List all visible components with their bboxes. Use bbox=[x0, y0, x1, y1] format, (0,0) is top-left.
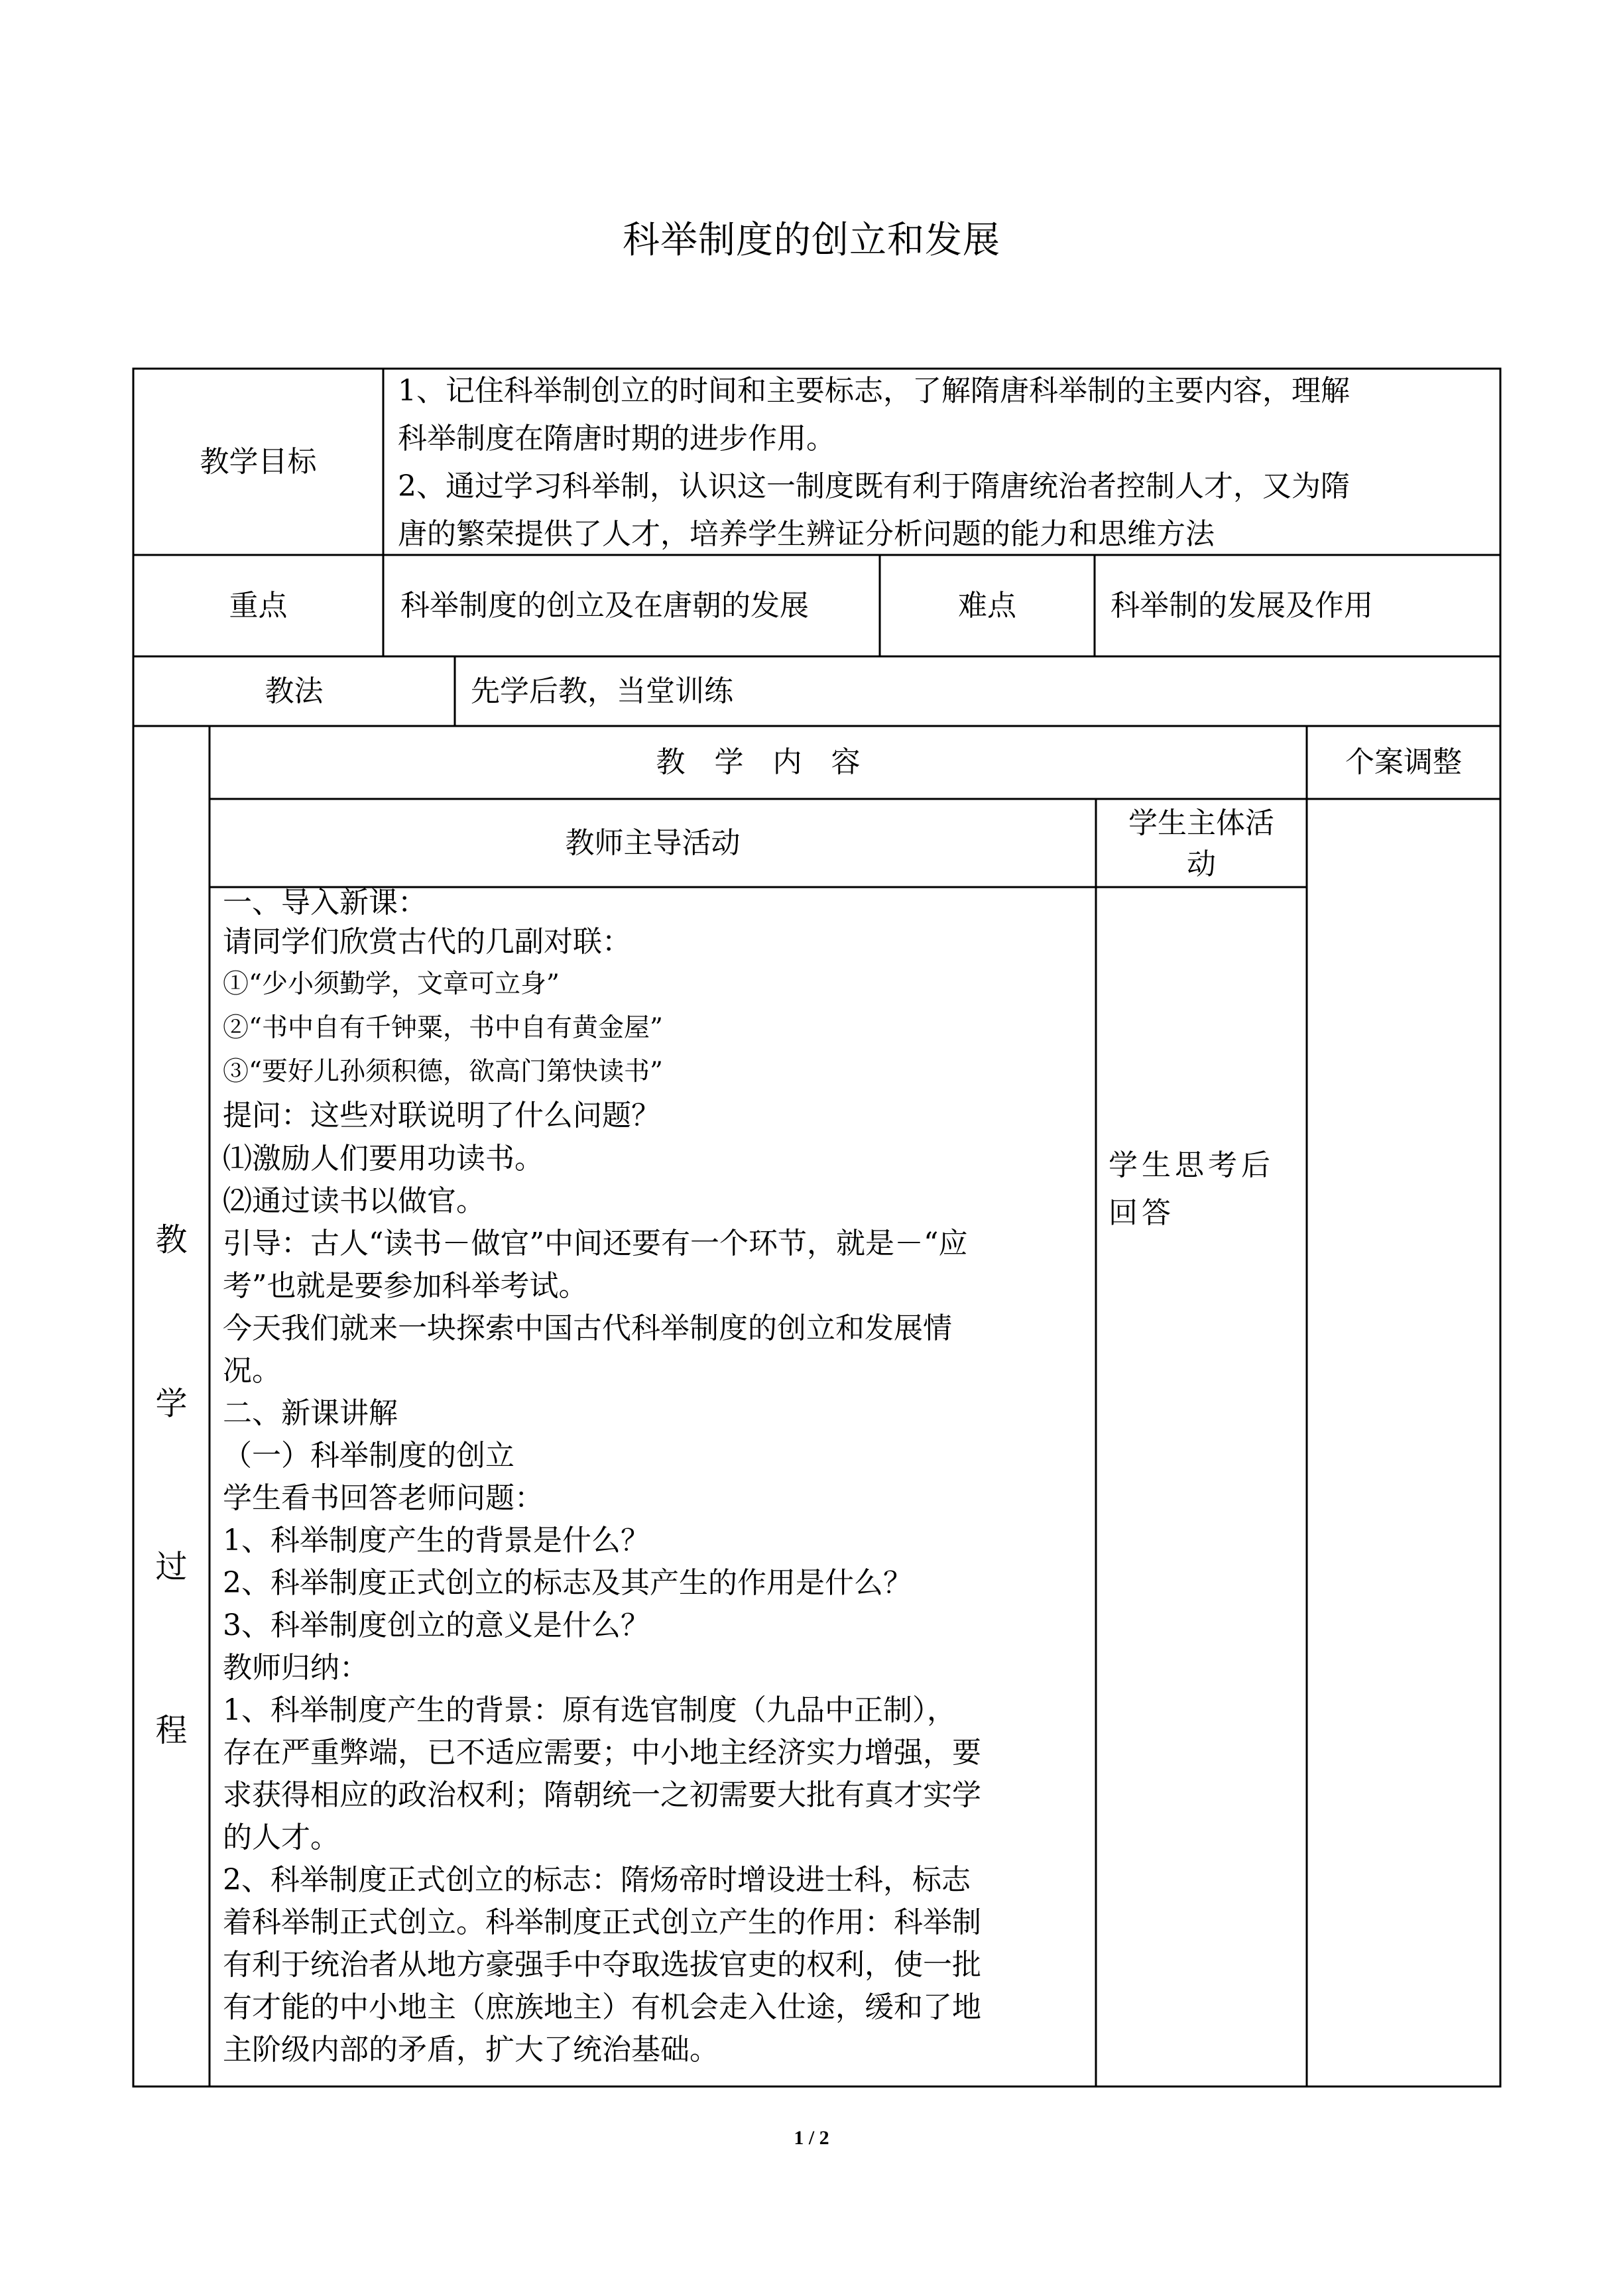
content-line: 二、新课讲解 bbox=[223, 1396, 398, 1430]
content-line: 一、导入新课： bbox=[223, 886, 427, 920]
teacher-activity-content bbox=[223, 884, 1091, 2085]
content-line: 着科举制正式创立。科举制度正式创立产生的作用：科举制 bbox=[223, 1905, 981, 1939]
side-char: 程 bbox=[155, 1712, 188, 1750]
difficulty-value: 科举制的发展及作用 bbox=[1111, 588, 1373, 623]
content-line: ①“少小须勤学，文章可立身” bbox=[223, 969, 560, 999]
objective-line: 科举制度在隋唐时期的进步作用。 bbox=[398, 422, 835, 455]
side-char: 教 bbox=[155, 1221, 188, 1258]
student-header-line: 学生主体活 bbox=[1128, 806, 1274, 840]
key-value: 科举制度的创立及在唐朝的发展 bbox=[400, 588, 809, 623]
objectives-label: 教学目标 bbox=[200, 444, 317, 479]
content-line: 引导：古人“读书－做官”中间还要有一个环节，就是－“应 bbox=[223, 1227, 968, 1260]
page-number: 1 / 2 bbox=[794, 2127, 829, 2149]
content-line: 的人才。 bbox=[223, 1821, 339, 1854]
student-response-line: 回答 bbox=[1109, 1196, 1175, 1230]
teacher-header: 教师主导活动 bbox=[565, 825, 741, 860]
content-line: 2、科举制度正式创立的标志：隋炀帝时增设进士科，标志 bbox=[223, 1863, 971, 1897]
content-line: 有利于统治者从地方豪强手中夺取选拔官吏的权利，使一批 bbox=[223, 1948, 981, 1982]
side-char: 学 bbox=[155, 1384, 188, 1422]
objective-line: 1、记住科举制创立的时间和主要标志，了解隋唐科举制的主要内容，理解 bbox=[398, 374, 1350, 408]
content-line: ⑵通过读书以做官。 bbox=[223, 1184, 485, 1218]
content-line: ②“书中自有千钟粟，书中自有黄金屋” bbox=[223, 1013, 663, 1043]
content-line: ③“要好儿孙须积德，欲高门第快读书” bbox=[223, 1057, 663, 1087]
content-line: 学生看书回答老师问题： bbox=[223, 1481, 544, 1515]
objective-line: 唐的繁荣提供了人才，培养学生辨证分析问题的能力和思维方法 bbox=[398, 517, 1215, 551]
content-line: 提问：这些对联说明了什么问题？ bbox=[223, 1099, 660, 1132]
content-line: 1、科举制度产生的背景是什么？ bbox=[223, 1524, 650, 1557]
content-line: 有才能的中小地主（庶族地主）有机会走入仕途，缓和了地 bbox=[223, 1990, 981, 2024]
content-line: 求获得相应的政治权利；隋朝统一之初需要大批有真才实学 bbox=[223, 1778, 981, 1812]
content-header: 教 学 内 容 bbox=[656, 745, 861, 779]
objective-line: 2、通过学习科举制，认识这一制度既有利于隋唐统治者控制人才，又为隋 bbox=[398, 469, 1350, 503]
content-line: 今天我们就来一块探索中国古代科举制度的创立和发展情 bbox=[223, 1311, 952, 1345]
content-line: 教师归纳： bbox=[223, 1651, 369, 1685]
difficulty-label: 难点 bbox=[958, 588, 1016, 623]
content-line: ⑴激励人们要用功读书。 bbox=[223, 1142, 544, 1176]
content-line: 3、科举制度创立的意义是什么？ bbox=[223, 1608, 650, 1642]
adjust-header: 个案调整 bbox=[1345, 745, 1462, 779]
content-line: 请同学们欣赏古代的几副对联： bbox=[223, 925, 631, 959]
method-value: 先学后教，当堂训练 bbox=[471, 674, 733, 708]
page-title: 科举制度的创立和发展 bbox=[623, 219, 1000, 262]
side-char: 过 bbox=[155, 1548, 188, 1586]
content-line: 1、科举制度产生的背景：原有选官制度（九品中正制）， bbox=[223, 1693, 956, 1727]
content-line: 况。 bbox=[223, 1354, 281, 1388]
content-line: 考”也就是要参加科举考试。 bbox=[223, 1269, 588, 1303]
key-label: 重点 bbox=[229, 588, 288, 623]
content-line: 2、科举制度正式创立的标志及其产生的作用是什么？ bbox=[223, 1566, 912, 1600]
student-response-line: 学生思考后 bbox=[1109, 1148, 1274, 1182]
process-side-label bbox=[133, 1220, 210, 1750]
student-header bbox=[1096, 799, 1307, 887]
content-line: 存在严重弊端，已不适应需要；中小地主经济实力增强，要 bbox=[223, 1736, 981, 1770]
method-label: 教法 bbox=[265, 674, 324, 708]
student-header-line: 动 bbox=[1187, 847, 1216, 881]
content-line: （一）科举制度的创立 bbox=[223, 1439, 514, 1473]
student-response bbox=[1109, 1142, 1301, 1241]
objectives-content bbox=[398, 367, 1498, 555]
content-line: 主阶级内部的矛盾，扩大了统治基础。 bbox=[223, 2033, 719, 2067]
